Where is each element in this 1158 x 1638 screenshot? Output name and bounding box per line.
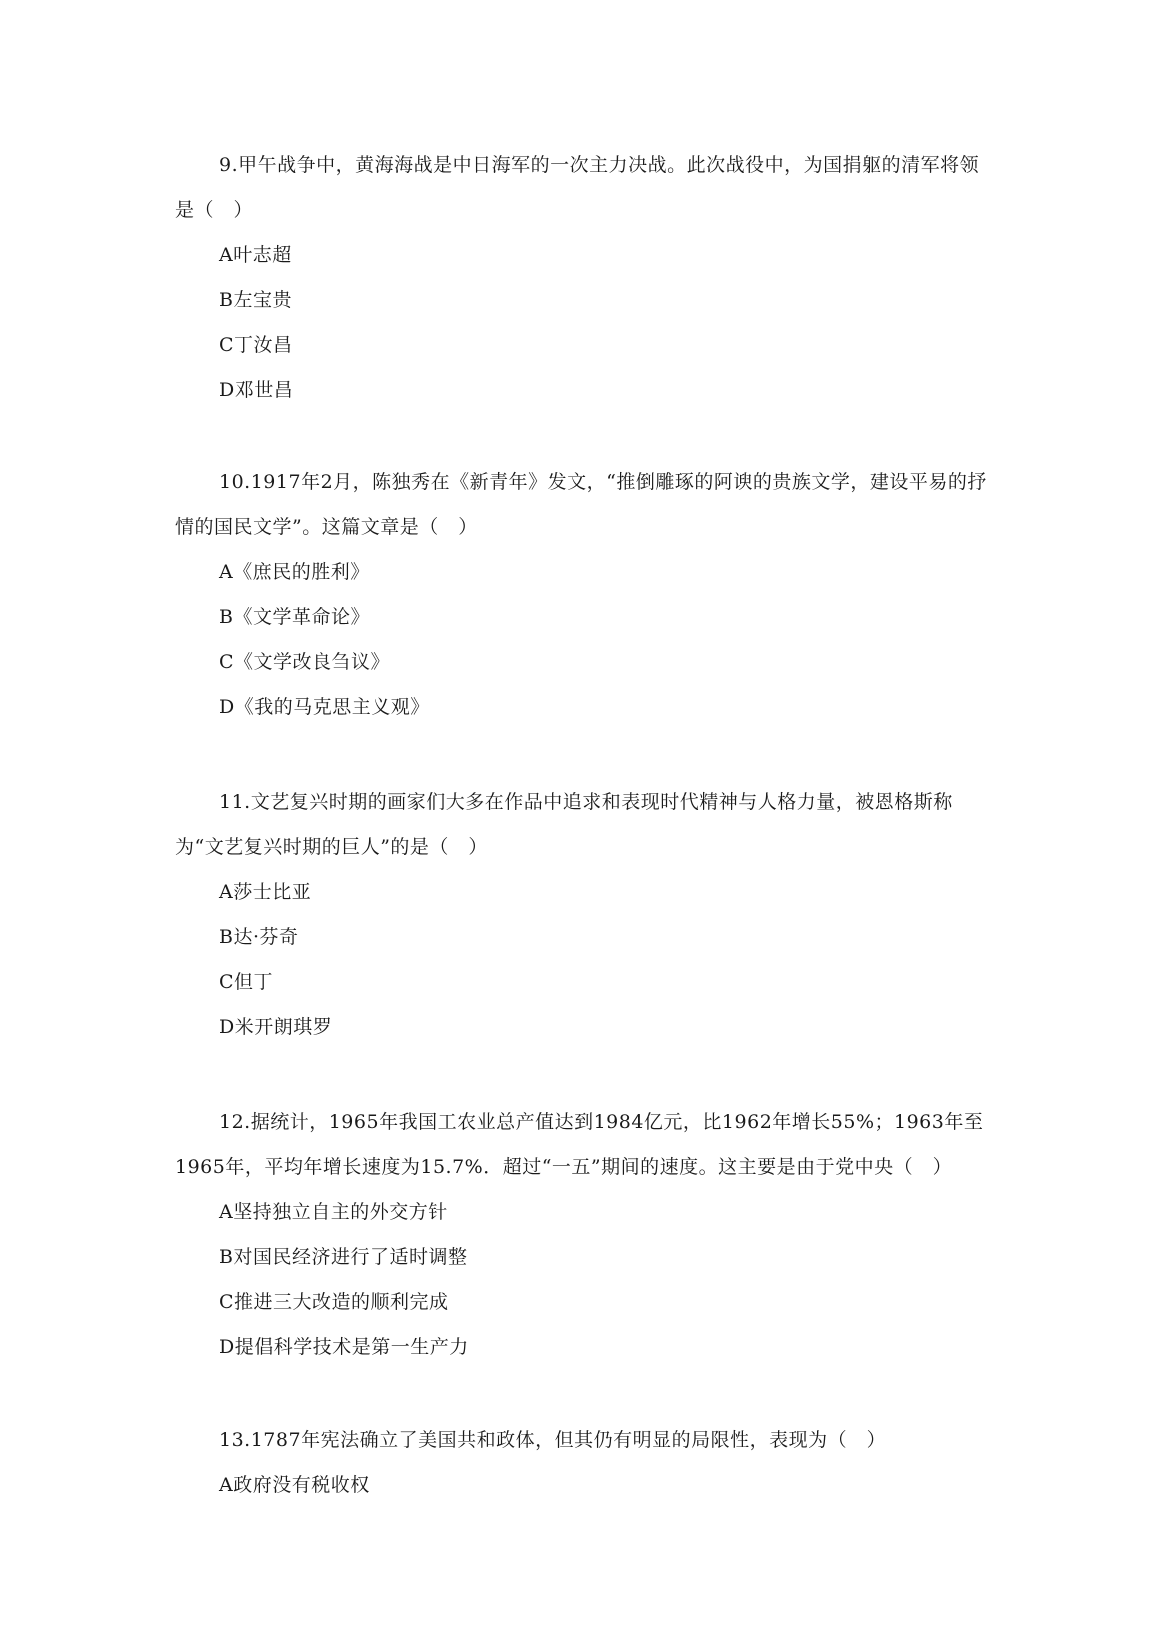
option-a: A坚持独立自主的外交方针	[219, 1201, 448, 1223]
option-a: A政府没有税收权	[219, 1474, 370, 1496]
question-12	[175, 1100, 995, 1370]
question-11	[175, 780, 995, 1050]
option-d: D提倡科学技术是第一生产力	[219, 1336, 469, 1358]
question-stem: 10.1917年2月，陈独秀在《新青年》发文，“推倒雕琢的阿谀的贵族文学，建设平易的抒情的国民文学”。这篇文章是（ ）	[175, 471, 987, 538]
question-stem: 11.文艺复兴时期的画家们大多在作品中追求和表现时代精神与人格力量，被恩格斯称为“文艺复兴时期的巨人”的是（ ）	[175, 791, 953, 858]
option-c: C但丁	[219, 971, 274, 993]
option-d: D邓世昌	[219, 379, 294, 401]
option-list	[175, 1190, 995, 1370]
option-list	[175, 550, 995, 730]
option-a: A叶志超	[219, 244, 292, 266]
option-c: C丁汝昌	[219, 334, 293, 356]
option-b: B左宝贵	[219, 289, 292, 311]
option-list	[175, 1463, 995, 1508]
question-stem: 13.1787年宪法确立了美国共和政体，但其仍有明显的局限性，表现为（ ）	[219, 1429, 887, 1451]
option-d: D米开朗琪罗	[219, 1016, 333, 1038]
option-list	[175, 233, 995, 413]
question-13	[175, 1418, 995, 1508]
option-list	[175, 870, 995, 1050]
option-a: A莎士比亚	[219, 881, 312, 903]
option-a: A《庶民的胜利》	[219, 561, 370, 583]
option-b: B《文学革命论》	[219, 606, 370, 628]
option-d: D《我的马克思主义观》	[219, 696, 430, 718]
option-b: B对国民经济进行了适时调整	[219, 1246, 468, 1268]
option-c: C《文学改良刍议》	[219, 651, 391, 673]
question-stem: 9.甲午战争中，黄海海战是中日海军的一次主力决战。此次战役中，为国捐躯的清军将领是（ ）	[175, 154, 980, 221]
option-b: B达·芬奇	[219, 926, 299, 948]
question-9	[175, 143, 995, 413]
option-c: C推进三大改造的顺利完成	[219, 1291, 449, 1313]
question-stem: 12.据统计，1965年我国工农业总产值达到1984亿元，比1962年增长55%；1963年至1965年，平均年增长速度为15.7%．超过“一五”期间的速度。这主要是由于党中央（ ）	[175, 1111, 984, 1178]
question-10	[175, 460, 995, 730]
